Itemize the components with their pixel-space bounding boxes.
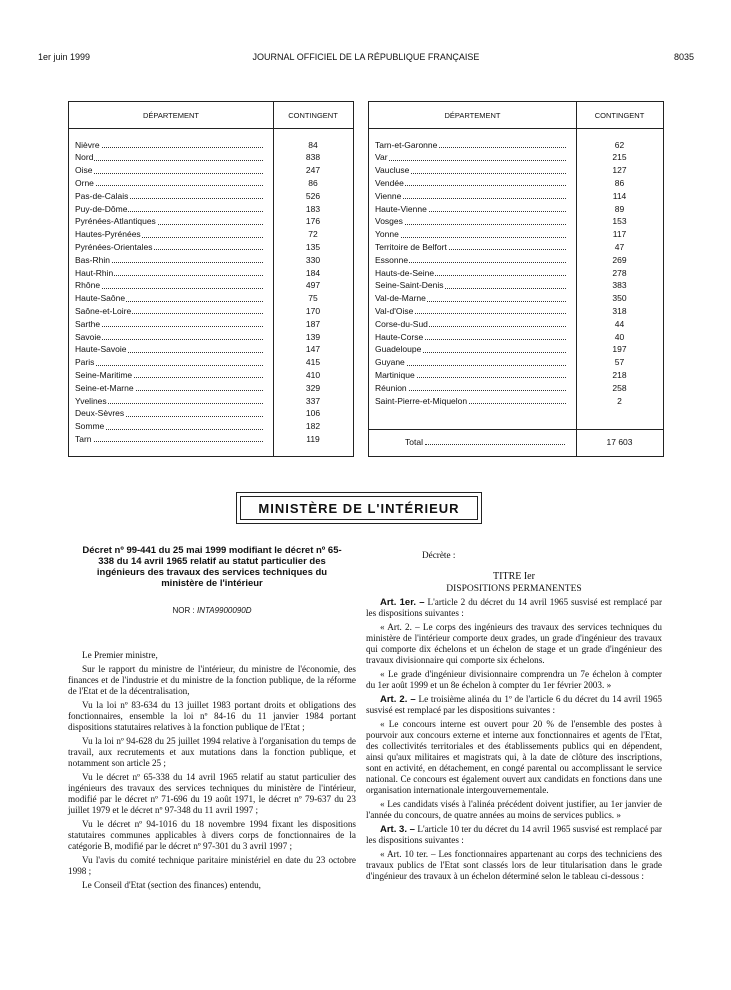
table-row (69, 228, 353, 241)
department-name: Haute-Corse (375, 331, 424, 342)
table-row (69, 215, 353, 228)
department-name: Bas-Rhin (75, 254, 110, 265)
contingent-value: 329 (305, 382, 321, 393)
department-name: Réunion (375, 382, 407, 393)
section-heading: DISPOSITIONS PERMANENTES (446, 584, 582, 594)
department-name: Var (375, 152, 388, 163)
contingent-value: 47 (614, 241, 625, 252)
contingent-value: 247 (305, 165, 321, 176)
titre-heading: TITRE Ier (493, 571, 535, 582)
table-row (369, 381, 663, 394)
department-name: Pyrénées-Atlantiques (75, 216, 156, 227)
department-name: Seine-et-Marne (75, 382, 134, 393)
department-name: Somme (75, 421, 105, 432)
paragraph: Le Premier ministre, (82, 650, 158, 660)
article-3 (366, 824, 662, 846)
contingent-value: 86 (308, 177, 318, 188)
table-row (369, 189, 663, 202)
journal-title: JOURNAL OFFICIEL DE LA RÉPUBLIQUE FRANÇAISE (252, 52, 480, 62)
table-row (369, 240, 663, 253)
article-2 (366, 694, 662, 716)
table-row (69, 368, 353, 381)
department-name: Savoie (75, 331, 101, 342)
department-name: Corse-du-Sud (375, 318, 428, 329)
department-name: Vaucluse (375, 165, 410, 176)
article-1 (366, 597, 662, 619)
contingent-table-left (68, 101, 354, 457)
contingent-value: 410 (305, 369, 321, 380)
department-name: Guyane (375, 357, 405, 368)
department-name: Yonne (375, 229, 399, 240)
contingent-value: 330 (305, 254, 321, 265)
department-name: Val-de-Marne (375, 293, 426, 304)
article-label: Art. 1er. – (380, 597, 425, 608)
contingent-value: 86 (614, 177, 625, 188)
contingent-value: 218 (612, 369, 627, 380)
table-row (369, 253, 663, 266)
department-name: Orne (75, 177, 94, 188)
decree-right-column (366, 550, 662, 885)
col-header-contingent: CONTINGENT (273, 102, 353, 129)
total-value: 17 603 (606, 437, 633, 447)
contingent-value: 197 (612, 344, 627, 355)
table-row (369, 330, 663, 343)
department-name: Puy-de-Dôme (75, 203, 128, 214)
table-row (69, 279, 353, 292)
department-name: Haute-Vienne (375, 203, 427, 214)
table-row (369, 279, 663, 292)
department-name: Seine-Maritime (75, 369, 133, 380)
quote-paragraph: « Le grade d'ingénieur divisionnaire comprendra un 7e échelon à compter du 1er août 1999 et un 8e échelon à compter du 1er février 2003. » (366, 669, 662, 690)
department-name: Tarn (75, 433, 92, 444)
article-text: Le troisième alinéa du 1º de l'article 6 du décret du 14 avril 1965 susvisé est remplacé par les dispositions suivantes : (366, 694, 663, 715)
article-text: L'article 2 du décret du 14 avril 1965 susvisé est remplacé par les dispositions suivantes : (366, 597, 663, 618)
contingent-value: 127 (612, 165, 627, 176)
table-row (369, 202, 663, 215)
table-row (69, 317, 353, 330)
total-row (369, 432, 663, 452)
contingent-table-right (368, 101, 664, 457)
department-name: Val-d'Oise (375, 305, 414, 316)
department-name: Saint-Pierre-et-Miquelon (375, 395, 468, 406)
department-name: Saône-et-Loire (75, 305, 132, 316)
department-name: Vienne (375, 190, 402, 201)
contingent-value: 497 (305, 280, 321, 291)
table-row (369, 343, 663, 356)
contingent-value: 117 (612, 229, 627, 240)
paragraph: Le Conseil d'Etat (section des finances) entendu, (82, 880, 261, 890)
department-name: Hautes-Pyrénées (75, 229, 141, 240)
table-row (69, 240, 353, 253)
contingent-value: 215 (612, 152, 627, 163)
col-header-departement: DÉPARTEMENT (369, 102, 576, 129)
contingent-value: 383 (612, 280, 627, 291)
quote-paragraph: « Art. 2. – Le corps des ingénieurs des travaux des services techniques du ministère de l'intérieur comporte deux grades, un grade d'ingénieur des travaux qui comporte dix échelons et un échelon de stage et un grade d'ingénieur des travaux divisionnaire qui comporte six échelons. (366, 622, 662, 665)
contingent-value: 106 (305, 408, 321, 419)
contingent-value: 258 (612, 382, 627, 393)
contingent-value: 84 (308, 139, 318, 150)
table-row (369, 164, 663, 177)
table-row (69, 292, 353, 305)
contingent-value: 415 (305, 357, 321, 368)
contingent-value: 278 (612, 267, 627, 278)
table-row (69, 407, 353, 420)
contingent-value: 44 (614, 318, 625, 329)
table-row (369, 176, 663, 189)
paragraph: Vu le décret nº 65-338 du 14 avril 1965 relatif au statut particulier des ingénieurs des travaux des services techniques du ministère de l'intérieur, modifié par le décret nº 71-696 du 19 août 1971, le décret nº 79-637 du 23 juillet 1979 et le décret nº 97-348 du 11 avril 1997 ; (68, 772, 356, 815)
department-name: Guadeloupe (375, 344, 422, 355)
department-name: Nord (75, 152, 94, 163)
col-header-departement: DÉPARTEMENT (69, 102, 273, 129)
contingent-value: 176 (305, 216, 321, 227)
paragraph: Vu l'avis du comité technique paritaire ministériel en date du 23 octobre 1998 ; (68, 855, 356, 876)
article-label: Art. 3. – (380, 824, 415, 835)
table-row (69, 343, 353, 356)
department-name: Haute-Savoie (75, 344, 127, 355)
table-row (69, 330, 353, 343)
table-row (369, 356, 663, 369)
contingent-value: 170 (305, 305, 321, 316)
department-name: Haute-Saône (75, 293, 126, 304)
contingent-value: 62 (614, 139, 625, 150)
paragraph: Vu le décret nº 94-1016 du 18 novembre 1994 fixant les dispositions statutaires communes applicables à divers corps de fonctionnaires de la catégorie B, modifié par le décret nº 97-301 du 3 avril 1997 ; (68, 819, 356, 851)
table-row (69, 138, 353, 151)
table-row (369, 215, 663, 228)
department-name: Vosges (375, 216, 403, 227)
table-row (369, 304, 663, 317)
department-name: Sarthe (75, 318, 101, 329)
contingent-value: 75 (308, 293, 318, 304)
paragraph: Sur le rapport du ministre de l'intérieur, du ministre de l'économie, des finances et de l'industrie et du ministre de la fonction publique, de la réforme de l'Etat et de la décentralisation, (68, 664, 356, 696)
contingent-value: 184 (305, 267, 321, 278)
contingent-value: 269 (612, 254, 627, 265)
contingent-value: 119 (306, 433, 320, 444)
page-number: 8035 (673, 52, 694, 62)
department-name: Territoire de Belfort (375, 241, 447, 252)
table-row (369, 368, 663, 381)
table-row (369, 228, 663, 241)
article-label: Art. 2. – (380, 694, 416, 705)
nor-reference (68, 605, 356, 616)
contingent-value: 838 (305, 152, 321, 163)
quote-paragraph: « Art. 10 ter. – Les fonctionnaires appartenant au corps des techniciens des travaux publics de l'Etat sont classés lors de leur titularisation dans le grade d'ingénieur des travaux à un échelon déterminé selon le tableau ci-dessous : (366, 849, 662, 881)
contingent-value: 2 (617, 395, 622, 406)
contingent-value: 318 (612, 305, 627, 316)
table-row (69, 151, 353, 164)
contingent-value: 337 (305, 395, 321, 406)
table-row (369, 317, 663, 330)
department-name: Seine-Saint-Denis (375, 280, 444, 291)
department-name: Deux-Sèvres (75, 408, 125, 419)
page-date: 1er juin 1999 (38, 52, 91, 62)
table-row (69, 202, 353, 215)
table-row (69, 266, 353, 279)
decree-left-column (68, 545, 356, 894)
ministry-title: MINISTÈRE DE L'INTÉRIEUR (240, 496, 478, 520)
department-name: Paris (75, 357, 95, 368)
department-name: Vendée (375, 177, 404, 188)
contingent-value: 526 (305, 190, 321, 201)
contingent-value: 40 (614, 331, 625, 342)
decrete-line: Décrète : (422, 550, 456, 560)
contingent-value: 147 (305, 344, 321, 355)
table-row (69, 420, 353, 433)
contingent-value: 187 (305, 318, 321, 329)
department-name: Rhône (75, 280, 101, 291)
table-row (69, 189, 353, 202)
department-name: Haut-Rhin (75, 267, 114, 278)
table-row (369, 394, 663, 407)
table-row (69, 356, 353, 369)
contingent-value: 72 (308, 229, 318, 240)
table-row (69, 253, 353, 266)
table-row (69, 381, 353, 394)
department-name: Martinique (375, 369, 415, 380)
contingent-value: 139 (305, 331, 321, 342)
table-row (369, 151, 663, 164)
department-name: Tarn-et-Garonne (375, 139, 438, 150)
table-row (369, 292, 663, 305)
total-label: Total (405, 437, 423, 447)
department-name: Pyrénées-Orientales (75, 241, 153, 252)
contingent-value: 57 (614, 357, 625, 368)
contingent-value: 350 (612, 293, 627, 304)
contingent-value: 135 (305, 241, 321, 252)
table-row (69, 164, 353, 177)
article-text: L'article 10 ter du décret du 14 avril 1965 susvisé est remplacé par les dispositions suivantes : (366, 824, 662, 845)
contingent-value: 183 (305, 203, 321, 214)
department-name: Pas-de-Calais (75, 190, 129, 201)
nor-value: INTA9900090D (196, 606, 252, 615)
table-row (69, 432, 353, 445)
quote-paragraph: « Le concours interne est ouvert pour 20 % de l'ensemble des postes à pourvoir aux concours externe et interne aux fonctionnaires et agents de l'Etat, des collectivités territoriales et des établissements publics qui en dépendent, ainsi qu'aux militaires et magistrats qui, à la date de clôture des inscriptions, sont en activité, en détachement, en congé parental ou accomplissant le service national. Ce concours est également ouvert aux candidats en fonctions dans une organisation internationale intergouvernementale. (366, 719, 662, 795)
decree-title: Décret nº 99-441 du 25 mai 1999 modifiant le décret nº 65-338 du 14 avril 1965 relatif au statut particulier des ingénieurs des travaux des services techniques du ministère de l'intérieur (82, 545, 342, 589)
contingent-value: 182 (305, 421, 321, 432)
paragraph: Vu la loi nº 94-628 du 25 juillet 1994 relative à l'organisation du temps de travail, aux recrutements et aux mutations dans la fonction publique, et notamment son article 25 ; (68, 736, 356, 768)
nor-label: NOR : (172, 606, 197, 615)
table-row (69, 394, 353, 407)
contingent-value: 153 (612, 216, 627, 227)
department-name: Yvelines (75, 395, 107, 406)
table-row (369, 138, 663, 151)
paragraph: Vu la loi nº 83-634 du 13 juillet 1983 portant droits et obligations des fonctionnaires, ensemble la loi nº 84-16 du 11 janvier 1984 portant dispositions statutaires relatives à la fonction publique de l'Etat ; (68, 700, 356, 732)
department-name: Oise (75, 165, 93, 176)
contingent-value: 89 (614, 203, 625, 214)
department-name: Hauts-de-Seine (375, 267, 435, 278)
contingent-value: 114 (612, 190, 627, 201)
department-name: Essonne (375, 254, 409, 265)
table-row (69, 176, 353, 189)
department-name: Nièvre (75, 139, 100, 150)
table-row (369, 266, 663, 279)
table-row (69, 304, 353, 317)
col-header-contingent: CONTINGENT (576, 102, 663, 129)
quote-paragraph: « Les candidats visés à l'alinéa précédent doivent justifier, au 1er janvier de l'année du concours, de quatre années au moins de services publics. » (366, 799, 662, 820)
